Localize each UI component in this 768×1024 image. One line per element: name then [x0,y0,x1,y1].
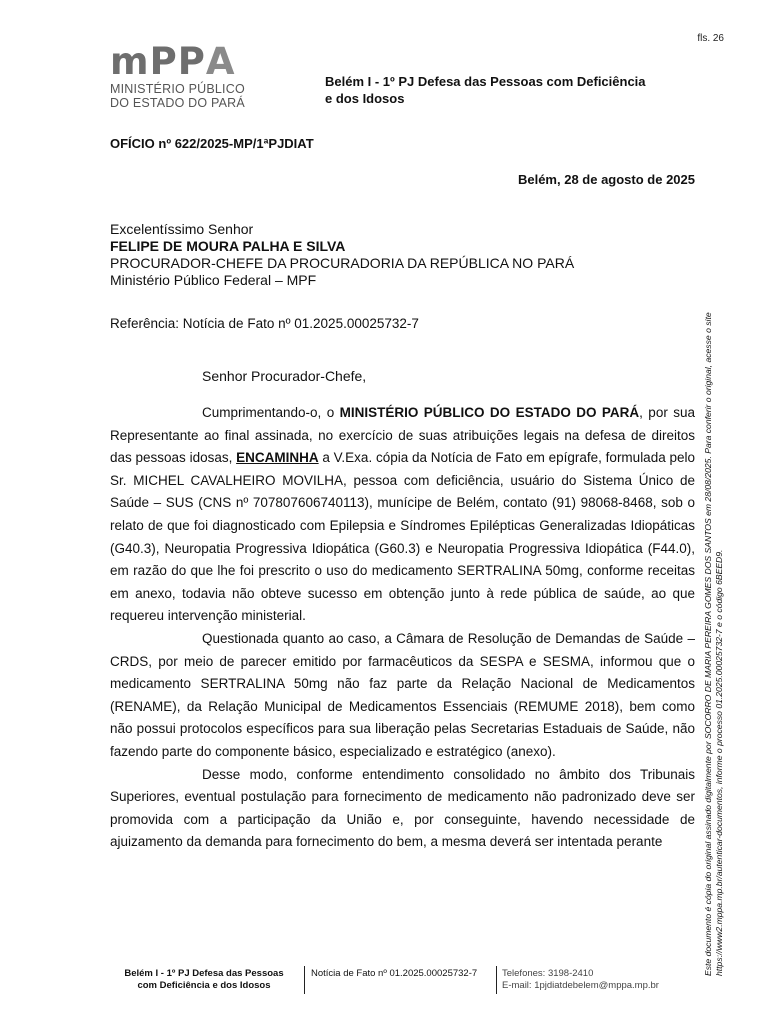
document-date: Belém, 28 de agosto de 2025 [517,172,695,187]
logo-letter: P [177,40,204,83]
p1-text: Cumprimentando-o, o [202,405,340,420]
logo-caption [110,82,245,110]
salutation: Senhor Procurador-Chefe, [202,368,367,384]
logo-letter: P [149,40,176,83]
mppa-logo [110,40,250,114]
footer-divider [304,966,305,994]
paragraph-3: Desse modo, conforme entendimento consolidado no âmbito dos Tribunais Superiores, eventual postulação para fornecimento de medicamento não padronizado deve ser promovida com a participação da União e, por conseguinte, havendo necessidade de ajuizamento da demanda para fornecimento do bem, a mesma deverá ser intentada perante [110,766,695,850]
p1-text: , por sua Representante ao final assinada, no exercício de suas atribuições legais na defesa de direitos das pessoas idosas, [110,405,695,466]
side-note-line2: https://www2.mppa.mp.br/autenticar-documentos, informe o processo 01.2025.00025732-7 e o código 6BEED9. [714,549,724,976]
footer-contact [502,968,659,992]
addressee-role: PROCURADOR-CHEFE DA PROCURADORIA DA REPÚBLICA NO PARÁ [110,255,575,271]
p1-org-name: MINISTÉRIO PÚBLICO DO ESTADO DO PARÁ [339,405,640,420]
footer-unit-line2: com Deficiência e dos Idosos [137,980,271,991]
header-unit [325,73,705,107]
page-number: fls. 26 [697,33,724,44]
addressee-greeting: Excelentíssimo Senhor [110,221,254,237]
addressee-name: FELIPE DE MOURA PALHA E SILVA [110,238,346,254]
side-note-line1: Este documento é cópia do original assinado digitalmente por SOCORRO DE MARIA PEREIRA GOMES DOS SANTOS em 28/08/2025. Para conferir o original, acesse o site [703,312,713,976]
logo-caption-line1: MINISTÉRIO PÚBLICO [110,82,245,96]
p1-action-verb: ENCAMINHA [236,450,319,466]
paragraph-2: Questionada quanto ao caso, a Câmara de Resolução de Demandas de Saúde – CRDS, por meio de parecer emitido por farmacêuticos da SESPA e SESMA, informou que o medicamento SERTRALINA 50mg não faz parte da Relação Nacional de Medicamentos (RENAME), da Relação Municipal de Medicamentos Essenciais (REMUME 2018), bem como não possui protocolos específicos para sua liberação pelas Secretarias Estaduais de Saúde, não fazendo parte do componente básico, especializado e estratégico (anexo). [110,630,695,759]
letter-body [110,402,695,854]
footer-notice: Notícia de Fato nº 01.2025.00025732-7 [311,968,478,979]
header-unit-line2: e dos Idosos [325,91,405,106]
reference-line: Referência: Notícia de Fato nº 01.2025.00025732-7 [110,316,419,331]
footer-unit [114,968,294,992]
digital-signature-note [703,216,727,976]
footer-phone: Telefones: 3198-2410 [502,968,594,979]
logo-letter: m [110,40,148,83]
footer-divider [496,966,497,994]
logo-caption-line2: DO ESTADO DO PARÁ [110,96,245,110]
logo-letter: A [205,40,234,83]
footer-unit-line1: Belém I - 1º PJ Defesa das Pessoas [124,968,284,979]
p1-text: a V.Exa. cópia da Notícia de Fato em epígrafe, formulada pelo Sr. MICHEL CAVALHEIRO MOVILHA, pessoa com deficiência, usuário do Sistema Único de Saúde – SUS (CNS nº 707807606740113), munícipe de Belém, contato (91) 98068-8468, sob o relato de que foi diagnosticado com Epilepsia e Síndromes Epilépticas Generalizadas Idiopáticas (G40.3), Neuropatia Progressiva Idiopática (G60.3) e Neuropatia Progressiva Idiopática (F44.0), em razão do que lhe foi prescrito o uso do medicamento SERTRALINA 50mg, conforme receitas em anexo, todavia não obteve sucesso em obtenção junto à rede pública de saúde, ao que requereu intervenção ministerial. [110,450,695,624]
addressee-block [110,221,710,289]
paragraph-1 [110,402,695,628]
header-unit-line1: Belém I - 1º PJ Defesa das Pessoas com Deficiência [325,74,646,89]
oficio-number: OFÍCIO nº 622/2025-MP/1ªPJDIAT [110,136,314,151]
footer-email: E-mail: 1pjdiatdebelem@mppa.mp.br [502,980,659,991]
addressee-org: Ministério Público Federal – MPF [110,272,317,288]
logo-wordmark [110,40,234,83]
